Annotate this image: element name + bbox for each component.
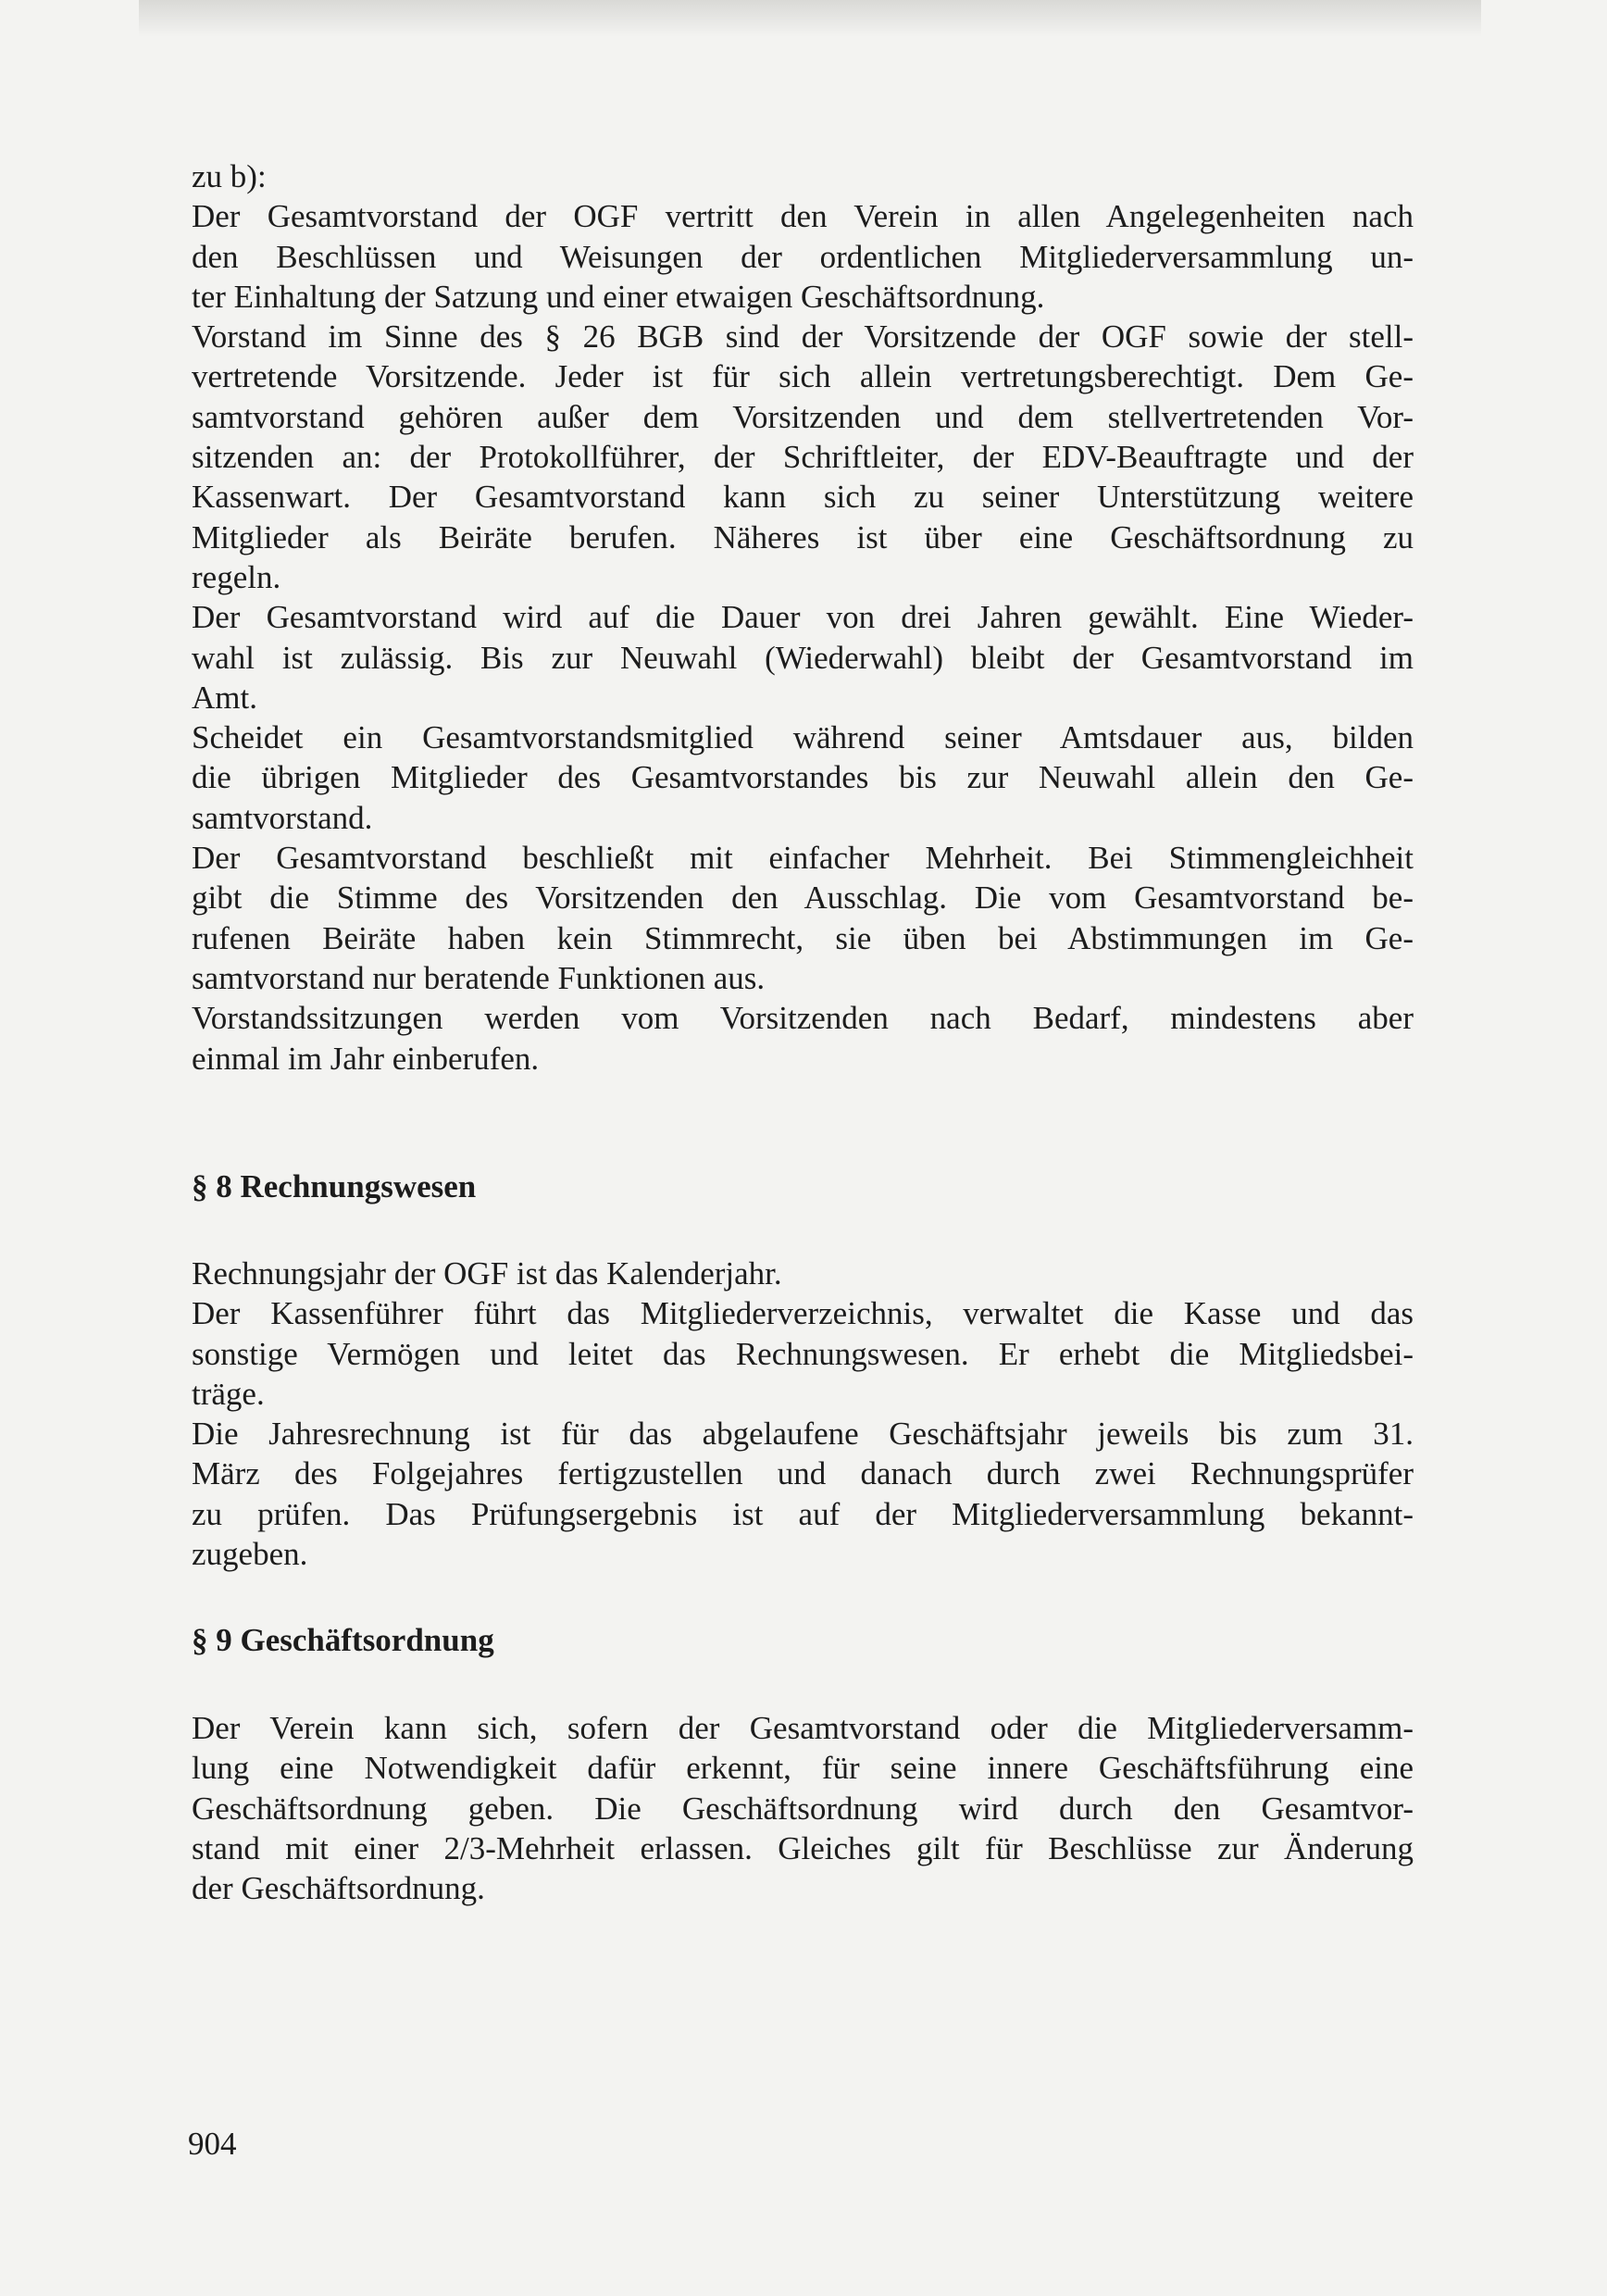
text-line: einmal im Jahr einberufen. (192, 1040, 540, 1077)
text-line: zu b): (192, 158, 267, 194)
text-line: ter Einhaltung der Satzung und einer etwaigen Geschäftsordnung. (192, 278, 1045, 315)
text-line: träge. (192, 1375, 265, 1412)
text-line: die übrigen Mitglieder des Gesamtvorstandes bis zur Neuwahl allein den Ge- (192, 759, 1414, 796)
text-line: den Beschlüssen und Weisungen der ordentlichen Mitgliederversammlung un- (192, 238, 1414, 275)
text-line: Rechnungsjahr der OGF ist das Kalenderjahr. (192, 1255, 782, 1292)
paragraph-block-geschaeftsordnung (192, 1708, 1414, 1908)
text-line: Der Verein kann sich, sofern der Gesamtvorstand oder die Mitgliederversamm- (192, 1710, 1414, 1746)
text-line: Vorstand im Sinne des § 26 BGB sind der Vorsitzende der OGF sowie der stell- (192, 318, 1414, 356)
text-line: Mitglieder als Beiräte berufen. Näheres ist über eine Geschäftsordnung zu (192, 518, 1414, 555)
text-line: stand mit einer 2/3-Mehrheit erlassen. Gleiches gilt für Beschlüsse zur Änderung (192, 1829, 1414, 1866)
text-line: Geschäftsordnung geben. Die Geschäftsordnung wird durch den Gesamtvor- (192, 1790, 1414, 1827)
text-line: wahl ist zulässig. Bis zur Neuwahl (Wiederwahl) bleibt der Gesamtvorstand im (192, 639, 1414, 676)
text-line: März des Folgejahres fertigzustellen und danach durch zwei Rechnungsprüfer (192, 1455, 1414, 1492)
text-line: samtvorstand. (192, 799, 373, 836)
text-line: Amt. (192, 679, 257, 716)
text-line: gibt die Stimme des Vorsitzenden den Ausschlag. Die vom Gesamtvorstand be- (192, 880, 1414, 917)
text-line: sonstige Vermögen und leitet das Rechnungswesen. Er erhebt die Mitgliedsbei- (192, 1335, 1414, 1372)
paragraph-block-rechnungswesen (192, 1254, 1414, 1574)
text-line: Scheidet ein Gesamtvorstandsmitglied während seiner Amtsdauer aus, bilden (192, 719, 1414, 756)
text-line: Der Gesamtvorstand der OGF vertritt den Verein in allen Angelegenheiten nach (192, 198, 1414, 235)
text-line: zugeben. (192, 1536, 308, 1573)
text-line: samtvorstand nur beratende Funktionen aus. (192, 959, 766, 996)
scan-shadow (139, 0, 1481, 37)
page-number: 904 (188, 2126, 237, 2162)
text-line: vertretende Vorsitzende. Jeder ist für sich allein vertretungsberechtigt. Dem Ge- (192, 358, 1414, 395)
text-line: sitzenden an: der Protokollführer, der Schriftleiter, der EDV-Beauftragte und der (192, 439, 1414, 476)
text-line: Die Jahresrechnung ist für das abgelaufene Geschäftsjahr jeweils bis zum 31. (192, 1416, 1414, 1453)
text-line: Der Gesamtvorstand beschließt mit einfacher Mehrheit. Bei Stimmengleichheit (192, 840, 1414, 877)
text-line: rufenen Beiräte haben kein Stimmrecht, sie üben bei Abstimmungen im Ge- (192, 919, 1414, 956)
paragraph-block-vorstand (192, 156, 1414, 1079)
text-line: der Geschäftsordnung. (192, 1870, 485, 1907)
text-line: lung eine Notwendigkeit dafür erkennt, für seine innere Geschäftsführung eine (192, 1750, 1414, 1787)
text-line: zu prüfen. Das Prüfungsergebnis ist auf der Mitgliederversammlung bekannt- (192, 1495, 1414, 1532)
text-line: regeln. (192, 558, 281, 595)
text-line: Kassenwart. Der Gesamtvorstand kann sich zu seiner Unterstützung weitere (192, 479, 1414, 516)
text-line: Der Kassenführer führt das Mitgliederverzeichnis, verwaltet die Kasse und das (192, 1295, 1414, 1332)
text-line: samtvorstand gehören außer dem Vorsitzenden und dem stellvertretenden Vor- (192, 398, 1414, 435)
section-heading-9: § 9 Geschäftsordnung (192, 1622, 494, 1658)
text-line: Der Gesamtvorstand wird auf die Dauer von drei Jahren gewählt. Eine Wieder- (192, 599, 1414, 636)
section-heading-8: § 8 Rechnungswesen (192, 1168, 477, 1204)
text-line: Vorstandssitzungen werden vom Vorsitzenden nach Bedarf, mindestens aber (192, 1000, 1414, 1037)
